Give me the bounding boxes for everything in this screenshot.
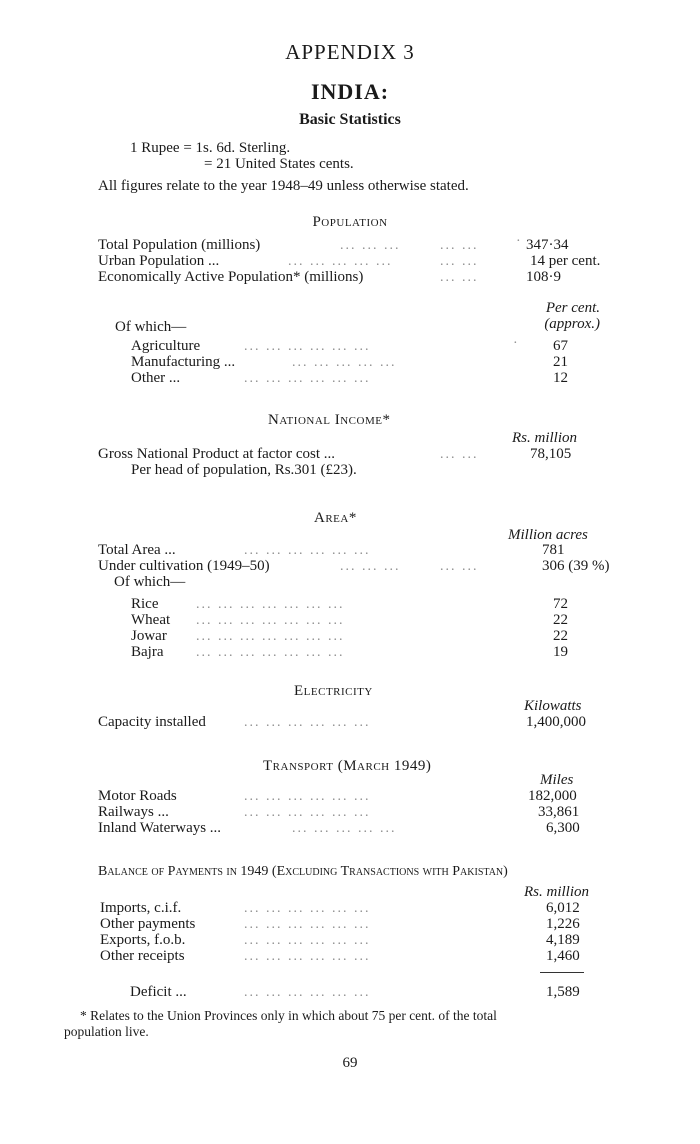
urban-population-label: Urban Population ...: [98, 253, 220, 269]
other-payments-value: 1,226: [546, 916, 580, 932]
other-receipts-value: 1,460: [546, 948, 580, 964]
agriculture-label: Agriculture: [131, 338, 201, 354]
leader-dots: ... ... ... ... ... ...: [244, 543, 371, 558]
jowar-value: 22: [553, 628, 568, 644]
area-unit: Million acres: [508, 527, 588, 543]
leader-dots: ... ... ... ... ... ... ...: [196, 629, 345, 644]
leader-dots: ... ... ... ... ... ...: [244, 933, 371, 948]
other-sector-label: Other ...: [131, 370, 181, 386]
percent-unit-label: Per cent.: [545, 300, 600, 316]
imports-label: Imports, c.i.f.: [100, 900, 182, 916]
bajra-value: 19: [553, 644, 568, 660]
subtitle-heading: Basic Statistics: [299, 111, 401, 128]
active-population-value: 108·9: [526, 269, 561, 285]
cultivation-label: Under cultivation (1949–50): [98, 558, 270, 574]
leader-dots: ... ... ... ... ... ...: [244, 901, 371, 916]
leader-dots: ... ... ... ... ...: [292, 355, 397, 370]
total-area-value: 781: [542, 542, 565, 558]
transport-unit: Miles: [540, 772, 574, 788]
waterways-value: 6,300: [546, 820, 580, 836]
other-sector-value: 12: [553, 370, 568, 386]
appendix-heading: APPENDIX 3: [285, 40, 415, 64]
leader-dots: ... ... ... ... ... ...: [244, 805, 371, 820]
other-payments-label: Other payments: [100, 916, 196, 932]
motor-roads-label: Motor Roads: [98, 788, 177, 804]
footnote-line-1: * Relates to the Union Provinces only in which about 75 per cent. of the total: [80, 1008, 497, 1023]
total-population-label: Total Population (millions): [98, 237, 261, 253]
active-population-label: Economically Active Population* (millions): [98, 269, 364, 285]
leader-dots: ... ...: [440, 447, 479, 462]
payments-heading: Balance of Payments in 1949 (Excluding Transactions with Pakistan): [98, 864, 508, 879]
capacity-value: 1,400,000: [526, 714, 586, 730]
bajra-label: Bajra: [131, 644, 164, 660]
leader-dots: ... ... ... ... ...: [288, 254, 393, 269]
other-receipts-label: Other receipts: [100, 948, 185, 964]
cultivation-value: 306 (39 %): [542, 558, 610, 574]
total-population-value: 347·34: [526, 237, 569, 253]
leader-dots: ... ... ...: [340, 238, 401, 253]
railways-label: Railways ...: [98, 804, 169, 820]
leader-dots: ... ... ... ... ... ...: [244, 789, 371, 804]
urban-population-value: 14 per cent.: [530, 253, 601, 269]
leader-dots: ... ... ... ... ... ... ...: [196, 613, 345, 628]
sum-rule: [540, 972, 584, 973]
waterways-label: Inland Waterways ...: [98, 820, 222, 836]
wheat-value: 22: [553, 612, 568, 628]
imports-value: 6,012: [546, 900, 580, 916]
country-heading: INDIA:: [310, 79, 390, 104]
jowar-label: Jowar: [131, 628, 167, 644]
area-heading: Area*: [314, 510, 357, 526]
capacity-label: Capacity installed: [98, 714, 206, 730]
stray-mark: ·: [516, 234, 523, 249]
national-income-heading: National Income*: [268, 412, 391, 428]
national-income-unit: Rs. million: [512, 430, 578, 446]
leader-dots: ... ... ... ... ... ...: [244, 949, 371, 964]
manufacturing-value: 21: [553, 354, 568, 370]
transport-heading: Transport (March 1949): [263, 758, 432, 774]
per-head-note: Per head of population, Rs.301 (£23).: [131, 462, 357, 478]
electricity-heading: Electricity: [294, 683, 373, 699]
leader-dots: ... ... ... ... ... ...: [244, 371, 371, 386]
leader-dots: ... ... ... ... ...: [292, 821, 397, 836]
exports-value: 4,189: [546, 932, 580, 948]
exchange-line-2: = 21 United States cents.: [204, 156, 354, 172]
of-which-area-label: Of which—: [114, 574, 186, 590]
page-number: 69: [342, 1055, 358, 1071]
manufacturing-label: Manufacturing ...: [131, 354, 236, 370]
rice-value: 72: [553, 596, 568, 612]
railways-value: 33,861: [538, 804, 580, 820]
leader-dots: ... ... ... ... ... ...: [244, 339, 371, 354]
leader-dots: ... ... ... ... ... ...: [244, 715, 371, 730]
leader-dots: ... ... ...: [340, 559, 401, 574]
leader-dots: ... ...: [440, 559, 479, 574]
total-area-label: Total Area ...: [98, 542, 176, 558]
footnote-line-2: population live.: [64, 1024, 149, 1039]
wheat-label: Wheat: [131, 612, 171, 628]
leader-dots: ... ... ... ... ... ... ...: [196, 645, 345, 660]
leader-dots: ... ... ... ... ... ...: [244, 917, 371, 932]
agriculture-value: 67: [553, 338, 568, 354]
exports-label: Exports, f.o.b.: [100, 932, 186, 948]
stray-mark: ·: [513, 336, 520, 351]
motor-roads-value: 182,000: [528, 788, 577, 804]
leader-dots: ... ...: [440, 238, 479, 253]
exchange-line-1: 1 Rupee = 1s. 6d. Sterling.: [130, 140, 291, 156]
leader-dots: ... ...: [440, 270, 479, 285]
deficit-label: Deficit ...: [130, 984, 187, 1000]
year-note: All figures relate to the year 1948–49 unless otherwise stated.: [98, 178, 469, 194]
leader-dots: ... ... ... ... ... ... ...: [196, 597, 345, 612]
deficit-value: 1,589: [546, 984, 580, 1000]
gnp-value: 78,105: [530, 446, 572, 462]
payments-unit: Rs. million: [524, 884, 590, 900]
leader-dots: ... ...: [440, 254, 479, 269]
gnp-label: Gross National Product at factor cost ...: [98, 446, 336, 462]
of-which-label: Of which—: [115, 319, 187, 335]
approx-unit-label: (approx.): [544, 316, 600, 332]
rice-label: Rice: [131, 596, 159, 612]
leader-dots: ... ... ... ... ... ...: [244, 985, 371, 1000]
electricity-unit: Kilowatts: [524, 698, 582, 714]
population-heading: Population: [312, 214, 388, 230]
